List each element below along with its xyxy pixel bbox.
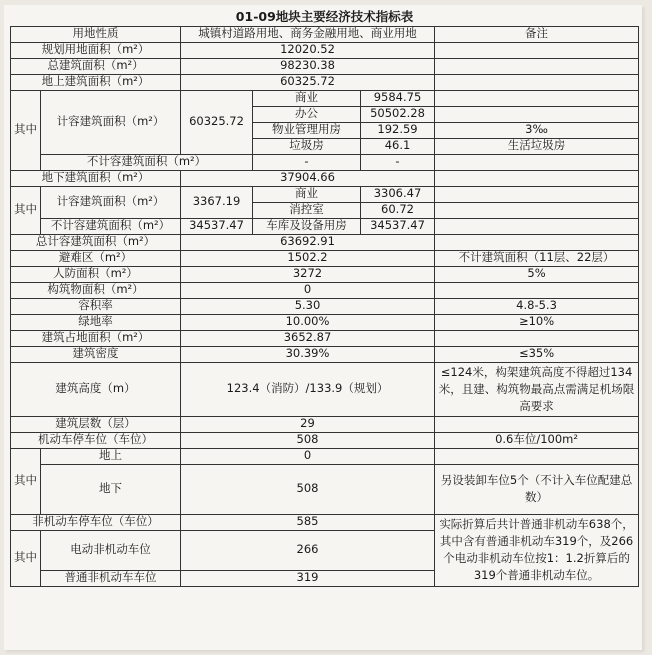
footprint-value: 3652.87 [181,330,435,346]
remark-cell [435,170,639,186]
far-value: 5.30 [181,298,435,314]
remark-cell [435,42,639,58]
far-label: 容积率 [11,298,181,314]
spreadsheet-page [4,5,642,650]
height-value: 123.4（消防）/133.9（规划） [181,362,435,416]
remark-cell [435,330,639,346]
total-far-area-value: 63692.91 [181,234,435,250]
parking-above-label: 地上 [41,448,181,464]
nonmotor-value: 585 [181,514,435,530]
refuge-value: 1502.2 [181,250,435,266]
under-item-value: 60.72 [361,202,435,218]
under-far-label: 计容建筑面积（m²） [41,186,181,218]
under-non-far-item: 车库及设备用房 [253,218,361,234]
under-non-far-item-value: 34537.47 [361,218,435,234]
total-floor-area-label: 总建筑面积（m²） [11,58,181,74]
above-far-value: 60325.72 [181,90,253,154]
under-non-far-label: 不计容建筑面积（m²） [41,218,181,234]
floors-label: 建筑层数（层） [11,416,181,432]
footprint-label: 建筑占地面积（m²） [11,330,181,346]
group-label-nonmotor: 其中 [11,530,41,586]
remark-cell [435,202,639,218]
under-non-far-value: 34537.47 [181,218,253,234]
remark-cell [435,416,639,432]
above-item-name: 办公 [253,106,361,122]
remark-cell [435,186,639,202]
above-non-far-b: - [361,154,435,170]
above-item-name: 商业 [253,90,361,106]
above-item-note: 3‰ [435,122,639,138]
far-note: 4.8-5.3 [435,298,639,314]
civil-defense-label: 人防面积（m²） [11,266,181,282]
green-ratio-value: 10.00% [181,314,435,330]
green-ratio-label: 绿地率 [11,314,181,330]
above-item-value: 50502.28 [361,106,435,122]
regular-nonmotor-value: 319 [181,570,435,586]
civil-defense-value: 3272 [181,266,435,282]
height-note: ≤124米，构架建筑高度不得超过134米，且建、构筑物最高点需满足机场限高要求 [435,362,639,416]
total-far-area-label: 总计容建筑面积（m²） [11,234,181,250]
refuge-label: 避难区（m²） [11,250,181,266]
remark-cell [435,448,639,464]
underground-area-label: 地下建筑面积（m²） [11,170,181,186]
remark-cell [435,74,639,90]
above-item-name: 物业管理用房 [253,122,361,138]
above-item-note [435,90,639,106]
refuge-note: 不计建筑面积（11层、22层） [435,250,639,266]
total-floor-area-value: 98230.38 [181,58,435,74]
green-ratio-note: ≥10% [435,314,639,330]
remark-cell [435,234,639,250]
under-item-name: 商业 [253,186,361,202]
nonmotor-note: 实际折算后共计普通非机动车638个，其中含有普通非机动车319个，及266个电动非机动车位按1：1.2折算后的319个普通非机动车位。 [435,514,639,586]
group-label-above: 其中 [11,90,41,170]
header-remarks: 备注 [435,26,639,42]
header-land-use-value: 城镇村道路用地、商务金融用地、商业用地 [181,26,435,42]
remark-cell [435,218,639,234]
density-label: 建筑密度 [11,346,181,362]
table-title: 01-09地块主要经济技术指标表 [11,8,639,26]
remark-cell [435,58,639,74]
above-ground-area-label: 地上建筑面积（m²） [11,74,181,90]
above-item-value: 9584.75 [361,90,435,106]
parking-detail-note: 另设装卸车位5个（不计入车位配建总数） [435,464,639,514]
above-item-value: 192.59 [361,122,435,138]
parking-note: 0.6车位/100m² [435,432,639,448]
floors-value: 29 [181,416,435,432]
above-item-note: 生活垃圾房 [435,138,639,154]
group-label-parking: 其中 [11,448,41,514]
structure-area-value: 0 [181,282,435,298]
planned-land-area-label: 规划用地面积（m²） [11,42,181,58]
electric-label: 电动非机动车位 [41,530,181,570]
structure-area-label: 构筑物面积（m²） [11,282,181,298]
regular-nonmotor-label: 普通非机动车车位 [41,570,181,586]
header-land-use: 用地性质 [11,26,181,42]
planned-land-area-value: 12020.52 [181,42,435,58]
above-far-label: 计容建筑面积（m²） [41,90,181,154]
parking-above-value: 0 [181,448,435,464]
above-non-far-label: 不计容建筑面积（m²） [41,154,253,170]
density-note: ≤35% [435,346,639,362]
under-item-name: 消控室 [253,202,361,218]
above-non-far-a: - [253,154,361,170]
group-label-under: 其中 [11,186,41,234]
above-item-name: 垃圾房 [253,138,361,154]
above-item-note [435,106,639,122]
height-label: 建筑高度（m） [11,362,181,416]
under-far-value: 3367.19 [181,186,253,218]
nonmotor-label: 非机动车停车位（车位） [11,514,181,530]
economic-indicators-table [10,8,639,587]
above-ground-area-value: 60325.72 [181,74,435,90]
parking-below-value: 508 [181,464,435,514]
above-item-value: 46.1 [361,138,435,154]
parking-value: 508 [181,432,435,448]
civil-defense-note: 5% [435,266,639,282]
under-item-value: 3306.47 [361,186,435,202]
parking-below-label: 地下 [41,464,181,514]
remark-cell [435,282,639,298]
parking-label: 机动车停车位（车位） [11,432,181,448]
underground-area-value: 37904.66 [181,170,435,186]
remark-cell [435,154,639,170]
density-value: 30.39% [181,346,435,362]
electric-value: 266 [181,530,435,570]
